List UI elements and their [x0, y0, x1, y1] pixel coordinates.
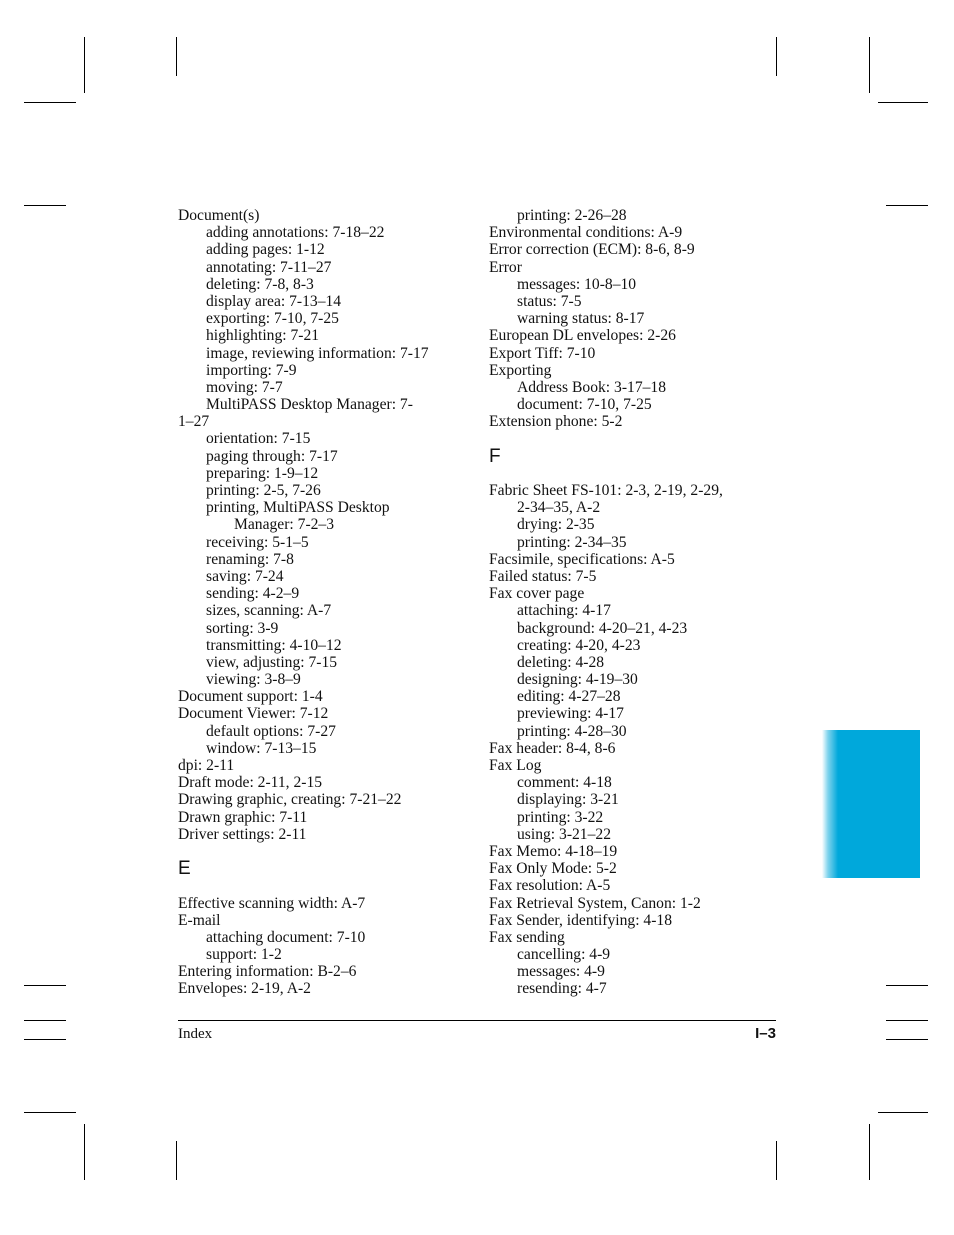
index-subentry: orientation: 7-15: [206, 430, 311, 448]
index-entry: Exporting: [489, 361, 552, 379]
index-entry: Document(s): [178, 207, 260, 224]
index-subentry: cancelling: 4-9: [517, 946, 611, 964]
index-entry: Entering information: B-2–6: [178, 963, 357, 981]
index-subentry: drying: 2-35: [517, 516, 595, 534]
index-entry: Fax Sender, identifying: 4-18: [489, 911, 673, 929]
index-subentry: transmitting: 4-10–12: [206, 636, 342, 654]
section-thumb-tab: [822, 730, 920, 878]
index-entry: Fax sending: [489, 928, 565, 946]
index-subentry: status: 7-5: [517, 292, 582, 310]
index-entry: Fax cover page: [489, 585, 585, 603]
index-entry: Fax Log: [489, 757, 542, 774]
page-number: I–3: [755, 1025, 776, 1042]
index-subentry: Address Book: 3-17–18: [517, 378, 667, 396]
index-subentry: resending: 4-7: [517, 980, 607, 998]
index-column-right: [489, 207, 779, 998]
index-subentry: sorting: 3-9: [206, 619, 279, 637]
index-subentry: messages: 4-9: [517, 963, 605, 981]
section-gap: [178, 877, 468, 894]
index-subentry: display area: 7-13–14: [206, 292, 342, 310]
index-subentry: viewing: 3-8–9: [206, 671, 301, 689]
index-subentry: saving: 7-24: [206, 567, 284, 585]
index-subentry: messages: 10-8–10: [517, 275, 637, 293]
index-subentry: background: 4-20–21, 4-23: [517, 619, 688, 637]
index-subentry: annotating: 7-11–27: [206, 258, 332, 276]
index-subentry: preparing: 1-9–12: [206, 464, 319, 482]
index-entry: Effective scanning width: A-7: [178, 894, 366, 912]
index-subentry: creating: 4-20, 4-23: [517, 636, 641, 654]
index-subentry: document: 7-10, 7-25: [517, 396, 652, 414]
footer-rule: [178, 1020, 776, 1021]
index-entry: European DL envelopes: 2-26: [489, 327, 676, 345]
section-letter: E: [178, 858, 191, 880]
index-subentry: printing: 4-28–30: [517, 722, 627, 740]
index-subentry: support: 1-2: [206, 946, 282, 964]
index-subentry: importing: 7-9: [206, 361, 297, 379]
index-subentry: receiving: 5-1–5: [206, 533, 309, 551]
index-subentry: paging through: 7-17: [206, 447, 338, 465]
footer-label: Index: [178, 1026, 213, 1042]
index-entry: Environmental conditions: A-9: [489, 224, 683, 242]
index-subentry: printing, MultiPASS Desktop: [206, 499, 390, 517]
index-subentry: printing: 2-26–28: [517, 207, 627, 224]
index-entry: E-mail: [178, 911, 221, 929]
index-entry: Failed status: 7-5: [489, 567, 597, 585]
index-entry: Error: [489, 258, 522, 276]
section-gap: [178, 843, 468, 860]
index-entry: Fabric Sheet FS-101: 2-3, 2-19, 2-29,: [489, 482, 723, 499]
section-gap: [489, 465, 779, 482]
index-subentry: adding annotations: 7-18–22: [206, 224, 385, 242]
index-entry: Drawing graphic, creating: 7-21–22: [178, 791, 402, 809]
section-gap: [489, 430, 779, 447]
index-subentry: exporting: 7-10, 7-25: [206, 310, 339, 328]
index-subentry: Manager: 7-2–3: [234, 516, 335, 534]
index-entry: 1–27: [178, 413, 210, 431]
index-subentry: deleting: 4-28: [517, 653, 605, 671]
index-subentry: editing: 4-27–28: [517, 688, 621, 706]
index-entry: Error correction (ECM): 8-6, 8-9: [489, 241, 695, 259]
index-subentry: using: 3-21–22: [517, 825, 611, 843]
index-entry: Export Tiff: 7-10: [489, 344, 596, 362]
index-entry: Driver settings: 2-11: [178, 825, 307, 843]
index-subentry: printing: 3-22: [517, 808, 604, 826]
index-entry: Draft mode: 2-11, 2-15: [178, 774, 323, 792]
index-subentry: sizes, scanning: A-7: [206, 602, 332, 620]
index-subentry: printing: 2-5, 7-26: [206, 482, 321, 499]
index-subentry: image, reviewing information: 7-17: [206, 344, 429, 362]
index-subentry: displaying: 3-21: [517, 791, 619, 809]
index-subentry: attaching: 4-17: [517, 602, 611, 620]
index-subentry: sending: 4-2–9: [206, 585, 300, 603]
index-subentry: window: 7-13–15: [206, 739, 317, 757]
index-subentry: deleting: 7-8, 8-3: [206, 275, 314, 293]
index-entry: Fax resolution: A-5: [489, 877, 611, 895]
index-entry: Document Viewer: 7-12: [178, 705, 329, 723]
index-subentry: MultiPASS Desktop Manager: 7-: [206, 396, 413, 414]
section-letter: F: [489, 445, 501, 467]
index-entry: dpi: 2-11: [178, 757, 235, 774]
index-subentry: renaming: 7-8: [206, 550, 294, 568]
index-entry: Fax Only Mode: 5-2: [489, 860, 617, 878]
index-subentry: default options: 7-27: [206, 722, 336, 740]
index-column-left: [178, 207, 468, 998]
index-subentry: view, adjusting: 7-15: [206, 653, 338, 671]
index-subentry: designing: 4-19–30: [517, 671, 638, 689]
index-entry: Fax Retrieval System, Canon: 1-2: [489, 894, 701, 912]
index-subentry: highlighting: 7-21: [206, 327, 320, 345]
index-entry: Facsimile, specifications: A-5: [489, 550, 675, 568]
index-subentry: moving: 7-7: [206, 378, 283, 396]
index-entry: Extension phone: 5-2: [489, 413, 623, 431]
index-entry: Drawn graphic: 7-11: [178, 808, 308, 826]
index-entry: Document support: 1-4: [178, 688, 323, 706]
index-entry: Fax header: 8-4, 8-6: [489, 739, 616, 757]
index-subentry: comment: 4-18: [517, 774, 612, 792]
index-subentry: printing: 2-34–35: [517, 533, 627, 551]
index-subentry: warning status: 8-17: [517, 310, 645, 328]
index-subentry: previewing: 4-17: [517, 705, 624, 723]
index-subentry: adding pages: 1-12: [206, 241, 325, 259]
index-entry: Envelopes: 2-19, A-2: [178, 980, 311, 998]
index-entry: Fax Memo: 4-18–19: [489, 842, 618, 860]
index-subentry: 2-34–35, A-2: [517, 499, 601, 517]
index-subentry: attaching document: 7-10: [206, 928, 366, 946]
